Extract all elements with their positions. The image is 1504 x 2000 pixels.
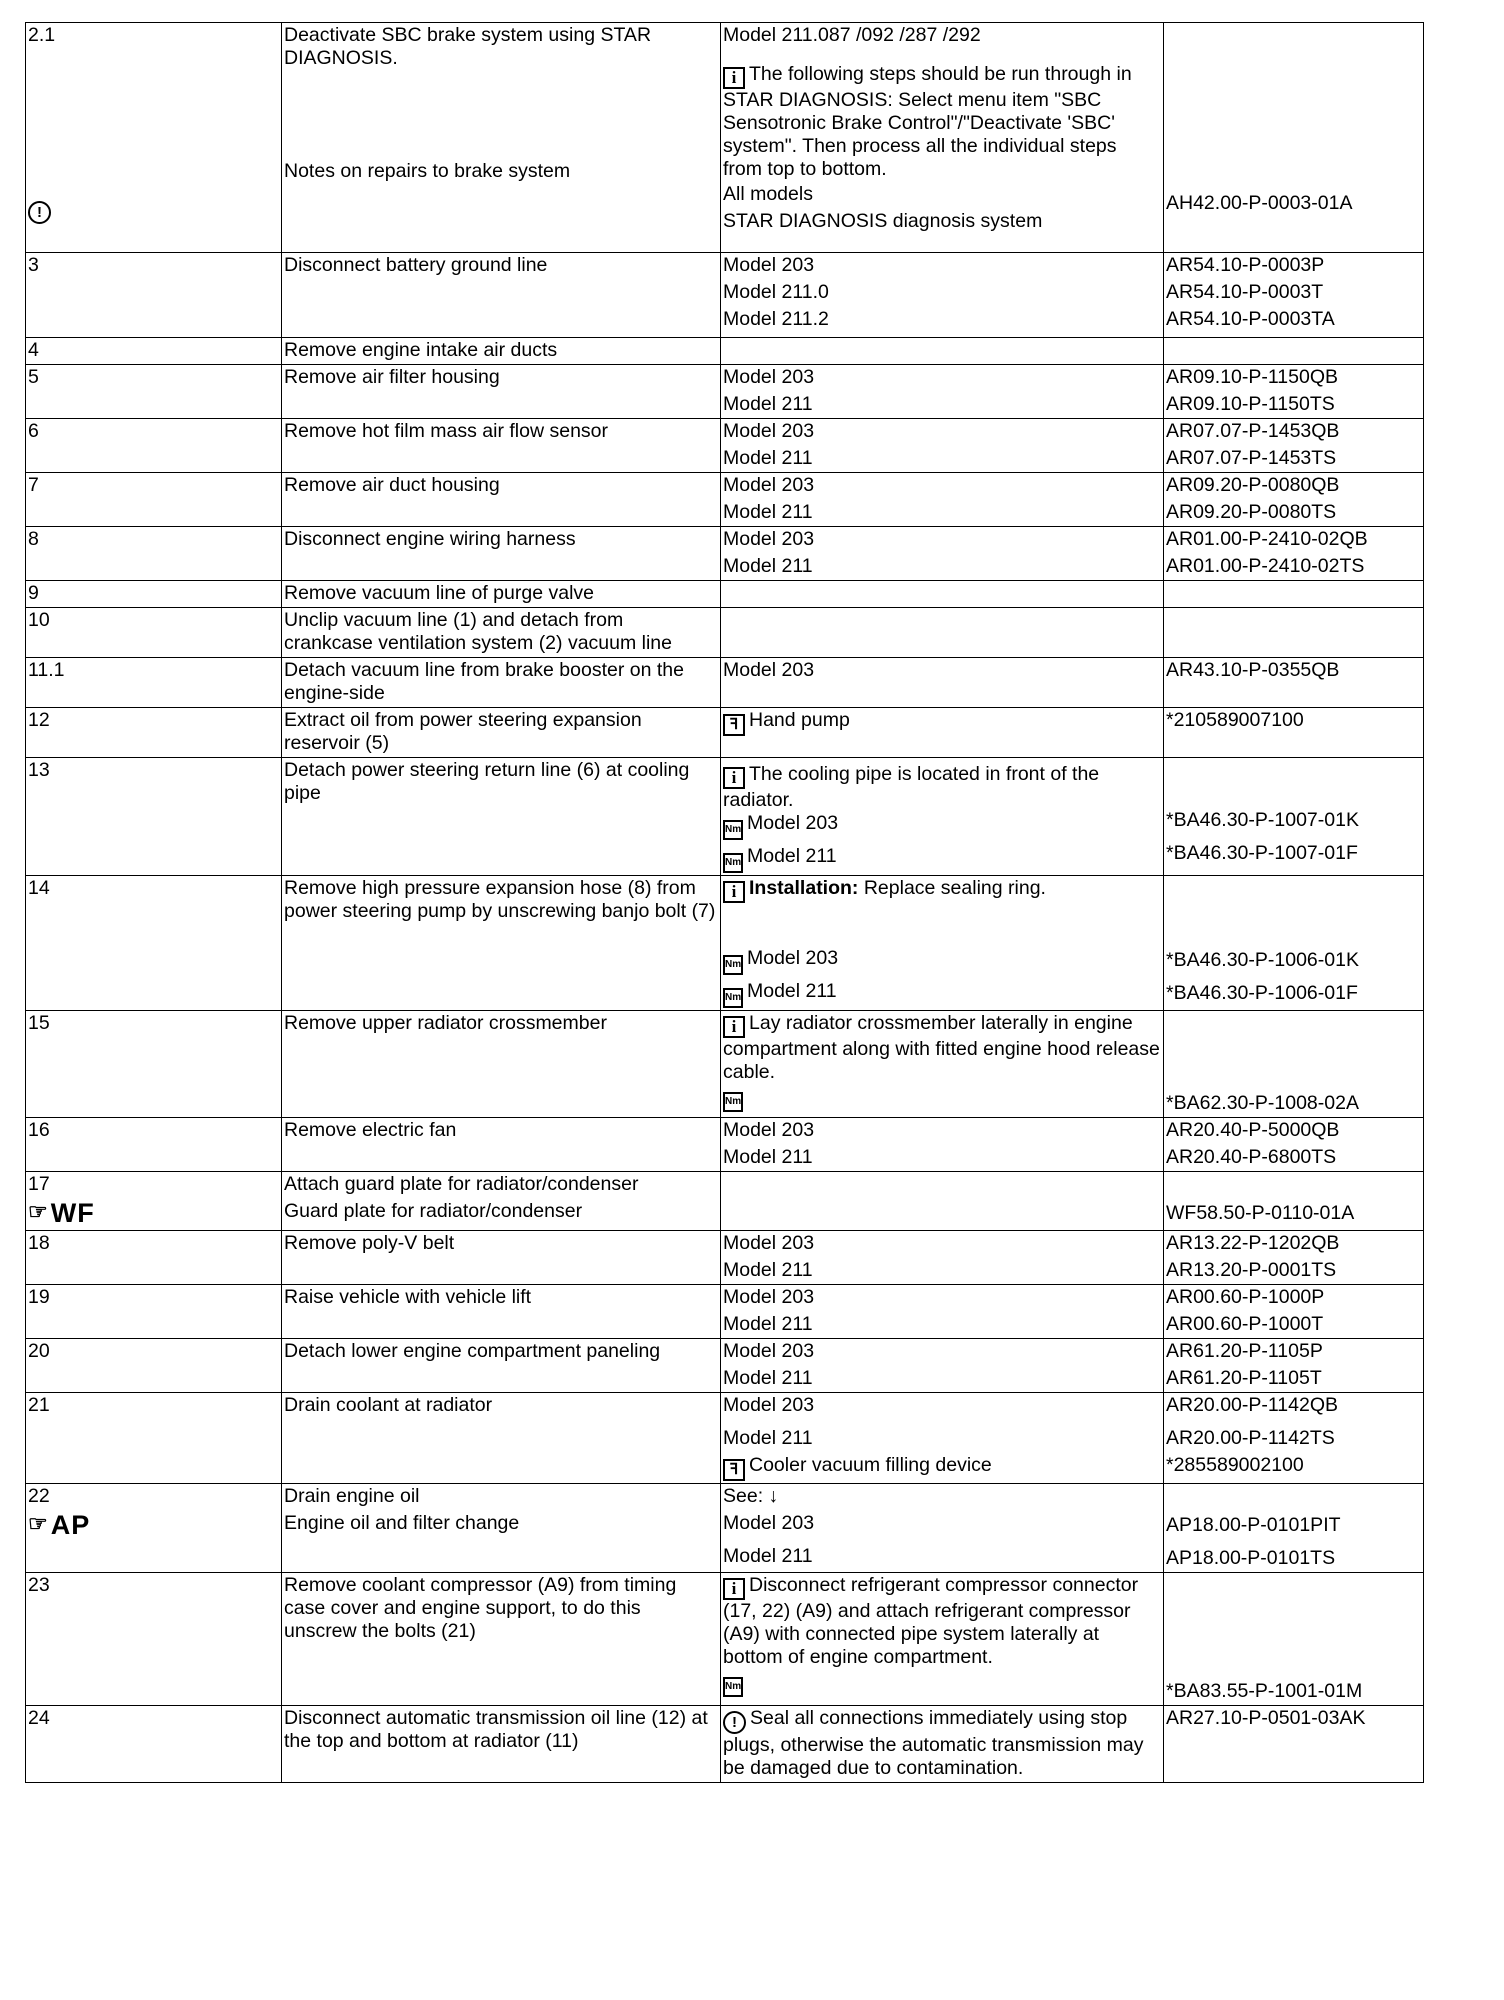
table-row <box>26 365 1424 419</box>
table-row <box>26 1118 1424 1172</box>
model-cell <box>721 338 1164 365</box>
step-number: 9 <box>26 581 282 608</box>
reference-cell <box>1164 338 1424 365</box>
step-description: Remove engine intake air ducts <box>282 338 721 365</box>
tool-name: Cooler vacuum filling device <box>749 1454 992 1476</box>
special-tool-icon: ꟻ <box>723 1459 745 1481</box>
torque-nm-icon: Nm <box>723 853 743 873</box>
torque-nm-icon: Nm <box>723 988 743 1008</box>
reference-code: *BA46.30-P-1007-01F <box>1166 842 1358 864</box>
reference-cell <box>1164 1118 1424 1172</box>
reference-cell <box>1164 253 1424 338</box>
procedure-table <box>25 22 1424 1783</box>
reference-code: AP18.00-P-0101PIT <box>1166 1514 1341 1536</box>
info-icon: i <box>723 67 745 89</box>
description-cell <box>282 1484 721 1573</box>
step-number: 13 <box>26 758 282 876</box>
reference-cell <box>1164 581 1424 608</box>
model-text: Model 203 <box>723 474 815 496</box>
model-text: Model 203 <box>723 1119 815 1141</box>
model-text: Model 203 <box>721 658 1164 708</box>
model-cell <box>721 1118 1164 1172</box>
torque-nm-icon: Nm <box>723 1092 743 1112</box>
step-description: Disconnect automatic transmission oil line (12) at the top and bottom at radiator (11) <box>282 1706 721 1783</box>
reference-cell <box>1164 608 1424 658</box>
step-description: Detach power steering return line (6) at cooling pipe <box>282 758 721 876</box>
reference-code: AR00.60-P-1000T <box>1166 1313 1324 1335</box>
step-description: Remove air duct housing <box>282 473 721 527</box>
reference-code: AR20.40-P-6800TS <box>1166 1146 1337 1168</box>
info-note: The following steps should be run through in STAR DIAGNOSIS: Select menu item "SBC Sensotronic Brake Control"/"Deactivate 'SBC' system". Then process all the individual steps from top to bottom. <box>723 63 1132 180</box>
reference-code: AR20.40-P-5000QB <box>1166 1119 1340 1141</box>
torque-nm-icon: Nm <box>723 820 743 840</box>
step-number: 18 <box>26 1231 282 1285</box>
table-row <box>26 1172 1424 1231</box>
reference-cell <box>1164 758 1424 876</box>
step-number: 21 <box>26 1393 282 1484</box>
model-cell <box>721 1231 1164 1285</box>
reference-code: AR07.07-P-1453QB <box>1166 420 1340 442</box>
model-text: Model 203 <box>723 366 815 388</box>
model-cell <box>721 1011 1164 1118</box>
step-number: 6 <box>26 419 282 473</box>
step-number: 17 <box>28 1173 50 1195</box>
table-row <box>26 527 1424 581</box>
step-description: Disconnect battery ground line <box>282 253 721 338</box>
model-text: Model 211 <box>723 501 813 523</box>
step-description: Drain engine oil <box>284 1485 420 1507</box>
reference-cell <box>1164 876 1424 1011</box>
step-description: Detach vacuum line from brake booster on the engine-side <box>282 658 721 708</box>
reference-code: AR09.10-P-1150TS <box>1166 393 1335 415</box>
model-text: Model 203 <box>723 1340 815 1362</box>
reference-cell <box>1164 1172 1424 1231</box>
model-text: All models <box>723 183 813 205</box>
reference-code: AR20.00-P-1142TS <box>1166 1427 1335 1449</box>
model-text: STAR DIAGNOSIS diagnosis system <box>723 210 1043 232</box>
model-text: Model 203 <box>723 420 815 442</box>
model-cell <box>721 758 1164 876</box>
info-note: Replace sealing ring. <box>863 877 1046 899</box>
step-description: Drain coolant at radiator <box>282 1393 721 1484</box>
workshop-equipment-badge: ☞WF <box>28 1198 95 1228</box>
table-row <box>26 658 1424 708</box>
step-cell <box>26 1484 282 1573</box>
reference-cell <box>1164 1339 1424 1393</box>
step-number: 24 <box>26 1706 282 1783</box>
model-cell <box>721 23 1164 253</box>
reference-code: AR09.20-P-0080TS <box>1166 501 1337 523</box>
reference-code: *BA46.30-P-1007-01K <box>1166 809 1359 831</box>
model-text: Model 203 <box>723 1512 815 1534</box>
info-note: The cooling pipe is located in front of the radiator. <box>723 763 1100 811</box>
reference-cell <box>1164 23 1424 253</box>
table-row <box>26 1484 1424 1573</box>
model-cell <box>721 473 1164 527</box>
model-text: Model 211 <box>723 447 813 469</box>
step-description: Remove high pressure expansion hose (8) from power steering pump by unscrewing banjo bolt (7) <box>282 876 721 1011</box>
tool-cell <box>721 708 1164 758</box>
table-row <box>26 253 1424 338</box>
reference-code: AR01.00-P-2410-02QB <box>1166 528 1368 550</box>
warning-note: Seal all connections immediately using stop plugs, otherwise the automatic transmission may be damaged due to contamination. <box>723 1707 1144 1779</box>
table-row <box>26 758 1424 876</box>
reference-code: *BA46.30-P-1006-01F <box>1166 982 1358 1004</box>
step-number: 23 <box>26 1573 282 1706</box>
step-number: 14 <box>26 876 282 1011</box>
table-row <box>26 419 1424 473</box>
reference-cell <box>1164 419 1424 473</box>
reference-cell <box>1164 1393 1424 1484</box>
step-number: 2.1 <box>28 24 56 46</box>
step-description: Remove hot film mass air flow sensor <box>282 419 721 473</box>
reference-cell <box>1164 1285 1424 1339</box>
table-row <box>26 1706 1424 1783</box>
model-text: Model 211 <box>747 845 837 867</box>
info-icon: i <box>723 1016 745 1038</box>
model-text: Model 203 <box>747 947 839 969</box>
step-description: Detach lower engine compartment paneling <box>282 1339 721 1393</box>
model-cell <box>721 876 1164 1011</box>
table-row <box>26 708 1424 758</box>
reference-cell <box>1164 1484 1424 1573</box>
model-cell <box>721 1285 1164 1339</box>
model-text: Model 211 <box>723 1367 813 1389</box>
table-row <box>26 1285 1424 1339</box>
model-text: Model 203 <box>723 1286 815 1308</box>
reference-code: AR54.10-P-0003TA <box>1166 308 1335 330</box>
workshop-procedure-badge: ☞AP <box>28 1510 91 1540</box>
model-text: Model 211 <box>723 1259 813 1281</box>
warning-icon: ! <box>723 1711 746 1734</box>
table-row <box>26 338 1424 365</box>
step-number: 19 <box>26 1285 282 1339</box>
step-description: Remove air filter housing <box>282 365 721 419</box>
step-number: 11.1 <box>26 658 282 708</box>
step-description: Raise vehicle with vehicle lift <box>282 1285 721 1339</box>
step-description: Deactivate SBC brake system using STAR DIAGNOSIS. <box>284 24 652 69</box>
table-row <box>26 1573 1424 1706</box>
reference-cell <box>1164 1573 1424 1706</box>
step-number: 8 <box>26 527 282 581</box>
model-text: Model 203 <box>723 528 815 550</box>
table-row <box>26 581 1424 608</box>
special-tool-icon: ꟻ <box>723 714 745 736</box>
step-number: 22 <box>28 1485 50 1507</box>
reference-code: AH42.00-P-0003-01A <box>1166 192 1353 214</box>
table-row <box>26 1231 1424 1285</box>
model-cell <box>721 1172 1164 1231</box>
step-number: 5 <box>26 365 282 419</box>
model-text: Model 203 <box>747 812 839 834</box>
pointing-hand-icon: ☞ <box>28 1199 49 1224</box>
reference-cell <box>1164 1011 1424 1118</box>
step-number: 3 <box>26 253 282 338</box>
step-number: 12 <box>26 708 282 758</box>
step-description: Remove vacuum line of purge valve <box>282 581 721 608</box>
step-description: Notes on repairs to brake system <box>284 160 571 182</box>
step-description: Remove upper radiator crossmember <box>282 1011 721 1118</box>
model-cell <box>721 253 1164 338</box>
step-description: Remove poly-V belt <box>282 1231 721 1285</box>
reference-code: AR09.10-P-1150QB <box>1166 366 1338 388</box>
table-row <box>26 876 1424 1011</box>
model-cell <box>721 581 1164 608</box>
step-description: Guard plate for radiator/condenser <box>284 1200 583 1222</box>
description-cell <box>282 1172 721 1231</box>
reference-code: AR61.20-P-1105T <box>1166 1367 1322 1389</box>
model-text: Model 203 <box>723 1394 815 1416</box>
model-cell <box>721 608 1164 658</box>
tool-name: Hand pump <box>749 709 850 731</box>
reference-code: *BA46.30-P-1006-01K <box>1166 949 1359 971</box>
reference-code: WF58.50-P-0110-01A <box>1166 1202 1355 1224</box>
step-number: 4 <box>26 338 282 365</box>
model-text: Model 203 <box>723 1232 815 1254</box>
model-text: Model 211 <box>747 980 837 1002</box>
step-number: 10 <box>26 608 282 658</box>
table-row <box>26 473 1424 527</box>
model-text: Model 211 <box>723 1313 813 1335</box>
model-text: Model 211 <box>723 1545 813 1567</box>
model-cell <box>721 527 1164 581</box>
info-note: Disconnect refrigerant compressor connector (17, 22) (A9) and attach refrigerant compressor (A9) with connected pipe system laterally at bottom of engine compartment. <box>723 1574 1139 1668</box>
step-cell <box>26 23 282 253</box>
step-description: Unclip vacuum line (1) and detach from crankcase ventilation system (2) vacuum line <box>282 608 721 658</box>
model-text: Model 211 <box>723 555 813 577</box>
model-text: Model 211.2 <box>723 308 829 330</box>
step-number: 16 <box>26 1118 282 1172</box>
reference-code: AR13.20-P-0001TS <box>1166 1259 1337 1281</box>
reference-code: AP18.00-P-0101TS <box>1166 1547 1336 1569</box>
step-description: Disconnect engine wiring harness <box>282 527 721 581</box>
reference-cell <box>1164 527 1424 581</box>
reference-code: AR61.20-P-1105P <box>1166 1340 1323 1362</box>
reference-code: AR27.10-P-0501-03AK <box>1164 1706 1424 1783</box>
reference-cell <box>1164 365 1424 419</box>
reference-code: AR00.60-P-1000P <box>1166 1286 1325 1308</box>
model-cell <box>721 1484 1164 1573</box>
torque-nm-icon: Nm <box>723 955 743 975</box>
model-text: Model 211.087 /092 /287 /292 <box>723 24 981 46</box>
step-number: 15 <box>26 1011 282 1118</box>
reference-code: AR07.07-P-1453TS <box>1166 447 1337 469</box>
model-cell <box>721 365 1164 419</box>
reference-cell <box>1164 1231 1424 1285</box>
step-cell <box>26 1172 282 1231</box>
reference-code: *BA83.55-P-1001-01M <box>1166 1680 1363 1702</box>
step-description: Extract oil from power steering expansion reservoir (5) <box>282 708 721 758</box>
info-note: Lay radiator crossmember laterally in engine compartment along with fitted engine hood release cable. <box>723 1012 1160 1083</box>
reference-code: AR43.10-P-0355QB <box>1164 658 1424 708</box>
model-text: Model 211 <box>723 1146 813 1168</box>
model-cell <box>721 1706 1164 1783</box>
reference-code: *BA62.30-P-1008-02A <box>1166 1092 1359 1114</box>
torque-nm-icon: Nm <box>723 1677 743 1697</box>
model-cell <box>721 419 1164 473</box>
info-icon: i <box>723 881 745 903</box>
reference-code: AR54.10-P-0003P <box>1166 254 1325 276</box>
reference-code: *285589002100 <box>1166 1454 1304 1476</box>
table-row <box>26 608 1424 658</box>
model-cell <box>721 1573 1164 1706</box>
step-description: Attach guard plate for radiator/condenser <box>284 1173 639 1195</box>
description-cell <box>282 23 721 253</box>
model-text: Model 203 <box>723 254 815 276</box>
model-text: Model 211.0 <box>723 281 829 303</box>
table-row <box>26 1393 1424 1484</box>
info-icon: i <box>723 767 745 789</box>
step-description: Remove coolant compressor (A9) from timing case cover and engine support, to do this unscrew the bolts (21) <box>282 1573 721 1706</box>
info-icon: i <box>723 1578 745 1600</box>
model-text: Model 211 <box>723 393 813 415</box>
reference-code: AR13.22-P-1202QB <box>1166 1232 1340 1254</box>
model-cell <box>721 1393 1164 1484</box>
note-label: Installation: <box>749 877 859 899</box>
step-number: 20 <box>26 1339 282 1393</box>
see-below-link[interactable]: See: ↓ <box>723 1485 779 1507</box>
reference-code: AR20.00-P-1142QB <box>1166 1394 1338 1416</box>
step-description: Remove electric fan <box>282 1118 721 1172</box>
warning-icon: ! <box>28 201 51 224</box>
table-row <box>26 1339 1424 1393</box>
step-number: 7 <box>26 473 282 527</box>
reference-cell <box>1164 473 1424 527</box>
table-row <box>26 23 1424 253</box>
model-text: Model 211 <box>723 1427 813 1449</box>
reference-code: AR01.00-P-2410-02TS <box>1166 555 1365 577</box>
reference-code: AR54.10-P-0003T <box>1166 281 1324 303</box>
model-cell <box>721 1339 1164 1393</box>
reference-code: AR09.20-P-0080QB <box>1166 474 1340 496</box>
table-row <box>26 1011 1424 1118</box>
reference-code: *210589007100 <box>1164 708 1424 758</box>
step-description: Engine oil and filter change <box>284 1512 520 1534</box>
pointing-hand-icon: ☞ <box>28 1511 49 1536</box>
